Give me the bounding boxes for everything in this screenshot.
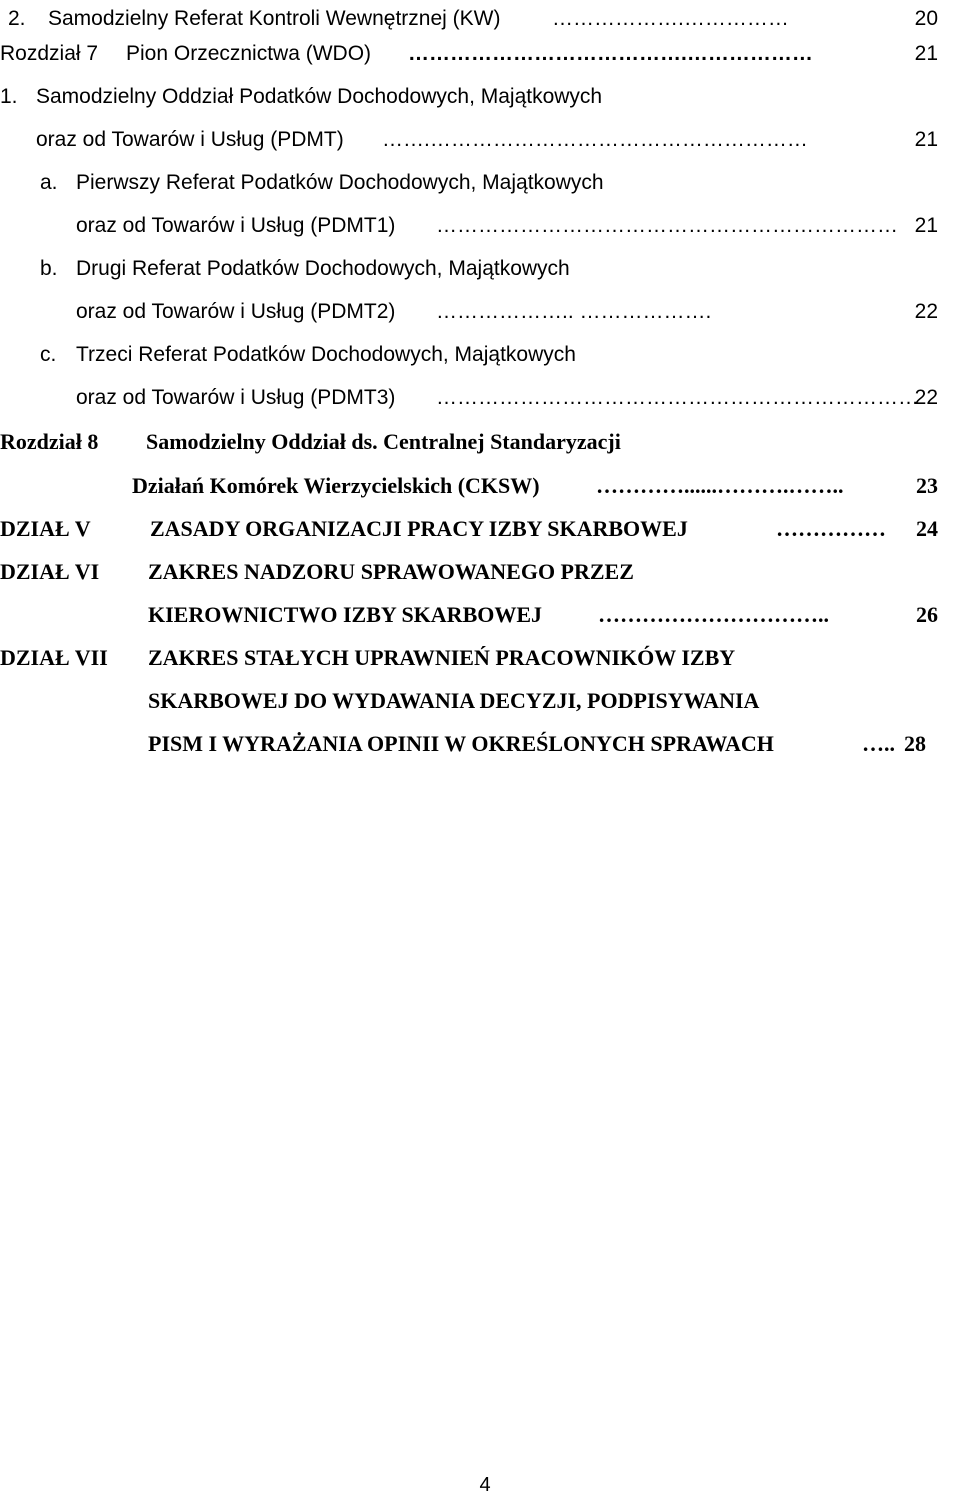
toc-entry-continued <box>0 469 960 503</box>
toc-entry <box>0 512 960 546</box>
dot-leader: ………………………………………………………… <box>436 214 898 237</box>
dot-leader: ……………….. ………………. <box>436 300 712 323</box>
chapter-label: Rozdział 8 <box>0 429 99 454</box>
entry-title: Trzeci Referat Podatków Dochodowych, Majątkowych <box>76 343 576 366</box>
entry-number: 1. <box>0 85 18 108</box>
page-ref: 23 <box>916 473 938 498</box>
entry-title: SKARBOWEJ DO WYDAWANIA DECYZJI, PODPISYWANIA <box>148 688 760 713</box>
page-ref: 26 <box>916 602 938 627</box>
toc-entry-continued <box>0 381 960 415</box>
toc-entry-continued <box>0 295 960 329</box>
page-ref: 22 <box>914 300 938 323</box>
entry-title: ZASADY ORGANIZACJI PRACY IZBY SKARBOWEJ <box>150 516 688 541</box>
entry-number: a. <box>40 171 58 194</box>
page-ref: 20 <box>914 7 938 30</box>
toc-entry <box>0 37 960 71</box>
toc-entry-continued <box>0 209 960 243</box>
page-ref: 22 <box>914 386 938 409</box>
entry-title: Pierwszy Referat Podatków Dochodowych, Majątkowych <box>76 171 604 194</box>
chapter-label: Rozdział 7 <box>0 42 99 65</box>
page-ref: 24 <box>916 516 938 541</box>
section-label: DZIAŁ V <box>0 516 91 541</box>
entry-title: oraz od Towarów i Usług (PDMT1) <box>76 214 396 237</box>
entry-title: KIEROWNICTWO IZBY SKARBOWEJ <box>148 602 543 627</box>
entry-title: Działań Komórek Wierzycielskich (CKSW) <box>132 473 540 498</box>
entry-title: Samodzielny Oddział Podatków Dochodowych, Majątkowych <box>36 85 603 108</box>
entry-title: oraz od Towarów i Usług (PDMT2) <box>76 300 396 323</box>
toc-entry <box>0 425 960 459</box>
dot-leader: …………… <box>776 516 886 541</box>
entry-number: 2. <box>8 7 26 30</box>
page-ref: 28 <box>904 731 926 756</box>
section-label: DZIAŁ VI <box>0 559 100 584</box>
entry-title: Pion Orzecznictwa (WDO) <box>126 42 372 65</box>
toc-entry <box>0 80 960 114</box>
entry-number: c. <box>40 343 57 366</box>
section-label: DZIAŁ VII <box>0 645 108 670</box>
dot-leader: ………………………….. <box>598 602 829 627</box>
toc-entry-continued <box>0 684 960 718</box>
entry-title: PISM I WYRAŻANIA OPINII W OKREŚLONYCH SPRAWACH <box>148 731 774 756</box>
toc-entry-continued <box>0 123 960 157</box>
entry-title: Samodzielny Referat Kontroli Wewnętrznej (KW) <box>48 7 501 30</box>
toc-entry <box>0 252 960 286</box>
toc-entry <box>0 641 960 675</box>
dot-leader: ………………………………….……………… <box>408 42 813 65</box>
entry-title: ZAKRES NADZORU SPRAWOWANEGO PRZEZ <box>148 559 634 584</box>
toc-entry-continued <box>0 598 960 632</box>
page-number: 4 <box>479 1474 491 1496</box>
entry-title: oraz od Towarów i Usług (PDMT3) <box>76 386 396 409</box>
toc-entry <box>0 555 960 589</box>
page-ref: 21 <box>914 214 938 237</box>
entry-number: b. <box>40 257 58 280</box>
entry-title: Samodzielny Oddział ds. Centralnej Standaryzacji <box>146 429 621 454</box>
dot-leader: …….……………………………………………… <box>382 128 808 151</box>
dot-leader: ….. <box>862 731 895 756</box>
entry-title: Drugi Referat Podatków Dochodowych, Majątkowych <box>76 257 570 280</box>
entry-title: oraz od Towarów i Usług (PDMT) <box>36 128 344 151</box>
dot-leader: ……………….…………… <box>552 7 789 30</box>
entry-title: ZAKRES STAŁYCH UPRAWNIEŃ PRACOWNIKÓW IZBY <box>148 645 736 670</box>
toc-entry <box>0 338 960 372</box>
toc-entry <box>0 2 960 36</box>
toc-entry <box>0 166 960 200</box>
dot-leader: …………………………………………………………… <box>436 386 919 409</box>
toc-entry-continued <box>0 727 960 761</box>
dot-leader: …………......……….…….. <box>596 473 844 498</box>
page-ref: 21 <box>914 42 938 65</box>
page-ref: 21 <box>914 128 938 151</box>
